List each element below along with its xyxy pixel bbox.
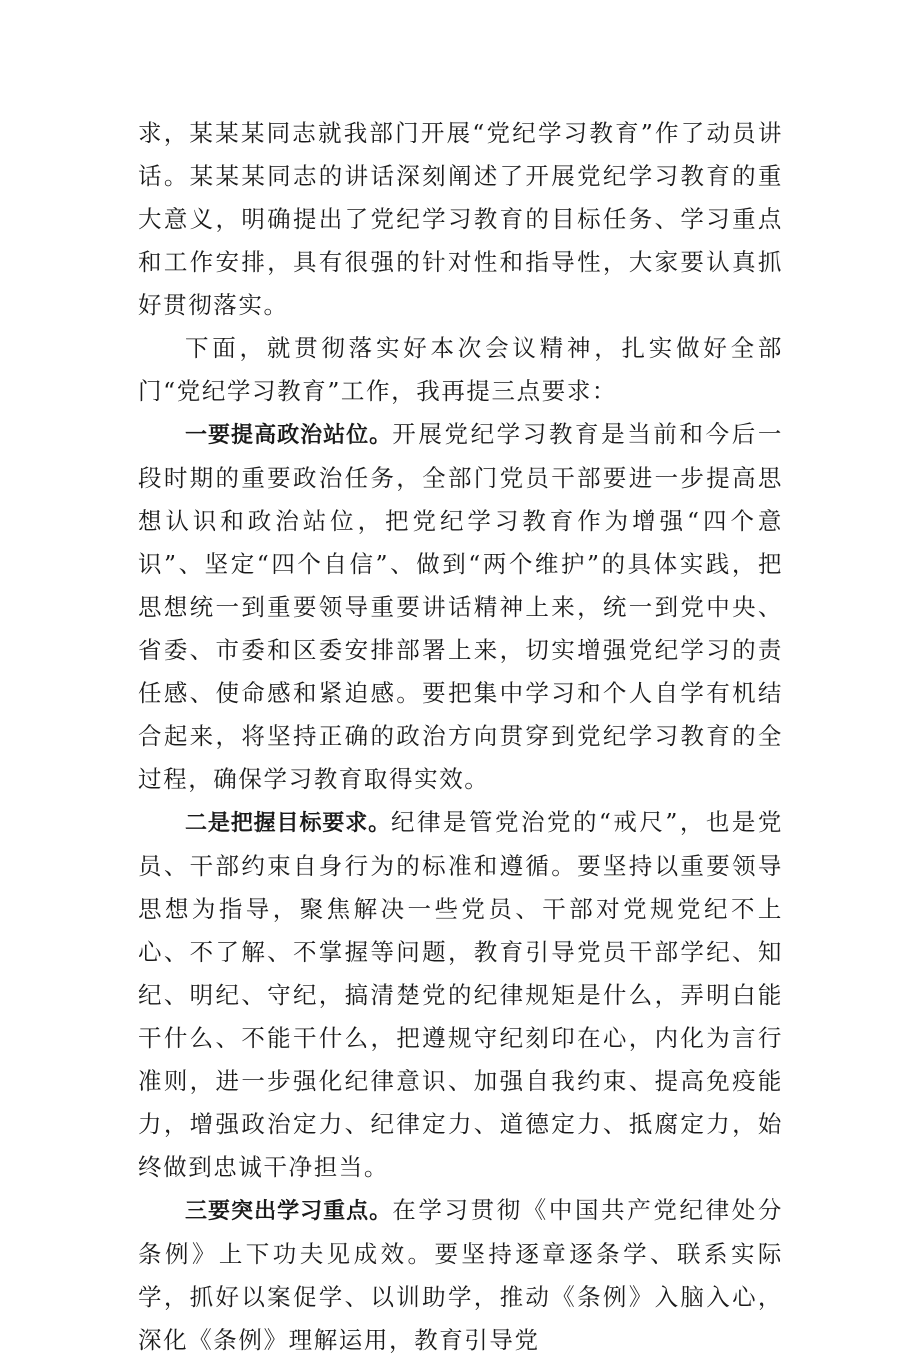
paragraph-text: 求，某某某同志就我部门开展“党纪学习教育”作了动员讲话。某某某同志的讲话深刻阐述了开展党纪学习教育的重大意义，明确提出了党纪学习教育的目标任务、学习重点和工作安排，具有很强的针对性和指导性，大家要认真抓好贯彻落实。 [138,119,783,319]
paragraph-heading: 一要提高政治站位。 [185,423,393,448]
paragraph-text: 在学习贯彻《中国共产党纪律处分条例》上下功夫见成效。要坚持逐章逐条学、联系实际学，抓好以案促学、以训助学，推动《条例》入脑入心，深化《条例》理解运用，教育引导党 [138,1196,783,1354]
paragraph-point-2 [138,801,783,1189]
paragraph-text: 开展党纪学习教育是当前和今后一段时期的重要政治任务，全部门党员干部要进一步提高思想认识和政治站位，把党纪学习教育作为增强“四个意识”、坚定“四个自信”、做到“两个维护”的具体实践，把思想统一到重要领导重要讲话精神上来，统一到党中央、省委、市委和区委安排部署上来，切实增强党纪学习的责任感、使命感和紧迫感。要把集中学习和个人自学有机结合起来，将坚持正确的政治方向贯穿到党纪学习教育的全过程，确保学习教育取得实效。 [138,420,783,793]
paragraph-heading: 二是把握目标要求。 [185,811,392,836]
paragraph-heading: 三要突出学习重点。 [185,1199,393,1224]
paragraph-continuation [138,112,783,327]
paragraph-intro [138,327,783,413]
paragraph-point-3 [138,1189,783,1362]
paragraph-text: 下面，就贯彻落实好本次会议精神，扎实做好全部门“党纪学习教育”工作，我再提三点要求： [138,334,783,405]
paragraph-point-1 [138,413,783,801]
paragraph-text: 纪律是管党治党的“戒尺”，也是党员、干部约束自身行为的标准和遵循。要坚持以重要领导思想为指导，聚焦解决一些党员、干部对党规党纪不上心、不了解、不掌握等问题，教育引导党员干部学纪、知纪、明纪、守纪，搞清楚党的纪律规矩是什么，弄明白能干什么、不能干什么，把遵规守纪刻印在心，内化为言行准则，进一步强化纪律意识、加强自我约束、提高免疫能力，增强政治定力、纪律定力、道德定力、抵腐定力，始终做到忠诚干净担当。 [138,808,783,1181]
document-body [138,112,783,1362]
